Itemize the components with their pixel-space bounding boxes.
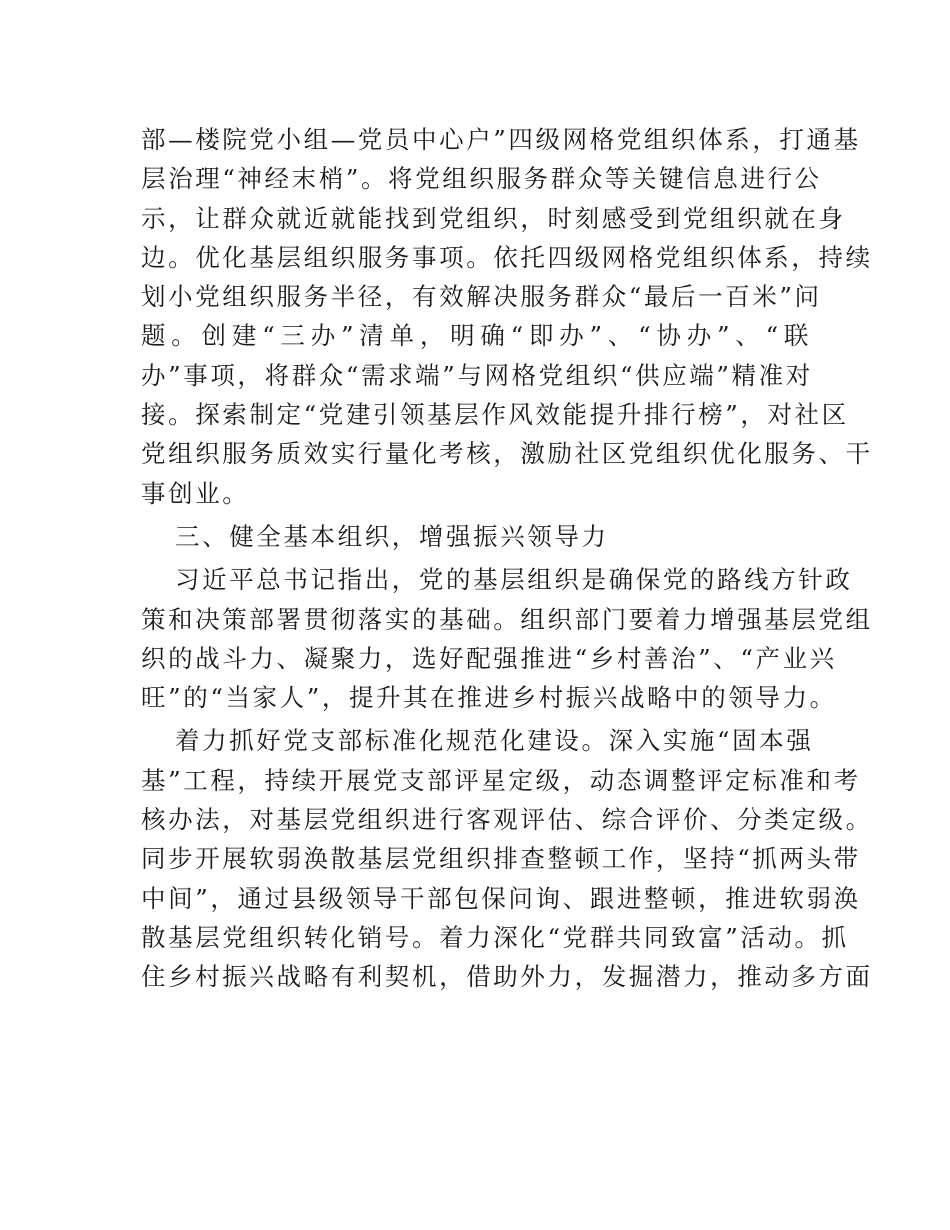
paragraph-2 (141, 560, 873, 717)
text-line: 着力抓好党支部标准化规范化建设。深入实施“固本强 (175, 726, 814, 756)
text-line: 住乡村振兴战略有利契机，借助外力，发掘潜力，推动多方面 (141, 962, 873, 992)
text-line: 接。探索制定“党建引领基层作风效能提升排行榜”，对社区 (141, 400, 849, 430)
text-line: 部—楼院党小组—党员中心户”四级网格党组织体系，打通基 (141, 125, 861, 154)
text-line: 划小党组织服务半径，有效解决服务群众“最后一百米”问 (141, 282, 822, 312)
heading-text: 三、健全基本组织，增强振兴领导力 (175, 521, 609, 551)
document-body (141, 120, 873, 997)
paragraph-3 (141, 721, 873, 996)
paragraph-1 (141, 120, 873, 513)
text-line: 习近平总书记指出，党的基层组织是确保党的路线方针政 (175, 565, 853, 595)
text-line: 层治理“神经末梢”。将党组织服务群众等关键信息进行公 (141, 164, 822, 194)
text-line: 示，让群众就近就能找到党组织，时刻感受到党组织就在身 (141, 203, 846, 233)
text-line: 策和决策部署贯彻落实的基础。组织部门要着力增强基层党组 (141, 604, 873, 634)
text-line: 边。优化基层组织服务事项。依托四级网格党组织体系，持续 (141, 242, 873, 272)
text-line: 织的战斗力、凝聚力，选好配强推进“乡村善治”、“产业兴 (141, 643, 837, 673)
text-line: 基”工程，持续开展党支部评星定级，动态调整评定标准和考 (141, 765, 861, 795)
text-line: 旺”的“当家人”，提升其在推进乡村振兴战略中的领导力。 (141, 683, 837, 713)
section-heading (141, 517, 811, 556)
text-line: 事创业。 (141, 478, 250, 508)
text-line: 办”事项，将群众“需求端”与网格党组织“供应端”精准对 (141, 360, 813, 390)
text-line: 散基层党组织转化销号。着力深化“党群共同致富”活动。抓 (141, 922, 849, 952)
text-line: 党组织服务质效实行量化考核，激励社区党组织优化服务、干 (141, 439, 873, 469)
text-line: 题。创建“三办”清单，明确“即办”、“协办”、“联 (141, 321, 811, 351)
text-line: 同步开展软弱涣散基层党组织排查整顿工作，坚持“抓两头带 (141, 844, 861, 874)
text-line: 核办法，对基层党组织进行客观评估、综合评价、分类定级。 (141, 805, 873, 835)
text-line: 中间”，通过县级领导干部包保问询、跟进整顿，推进软弱涣 (141, 883, 861, 913)
